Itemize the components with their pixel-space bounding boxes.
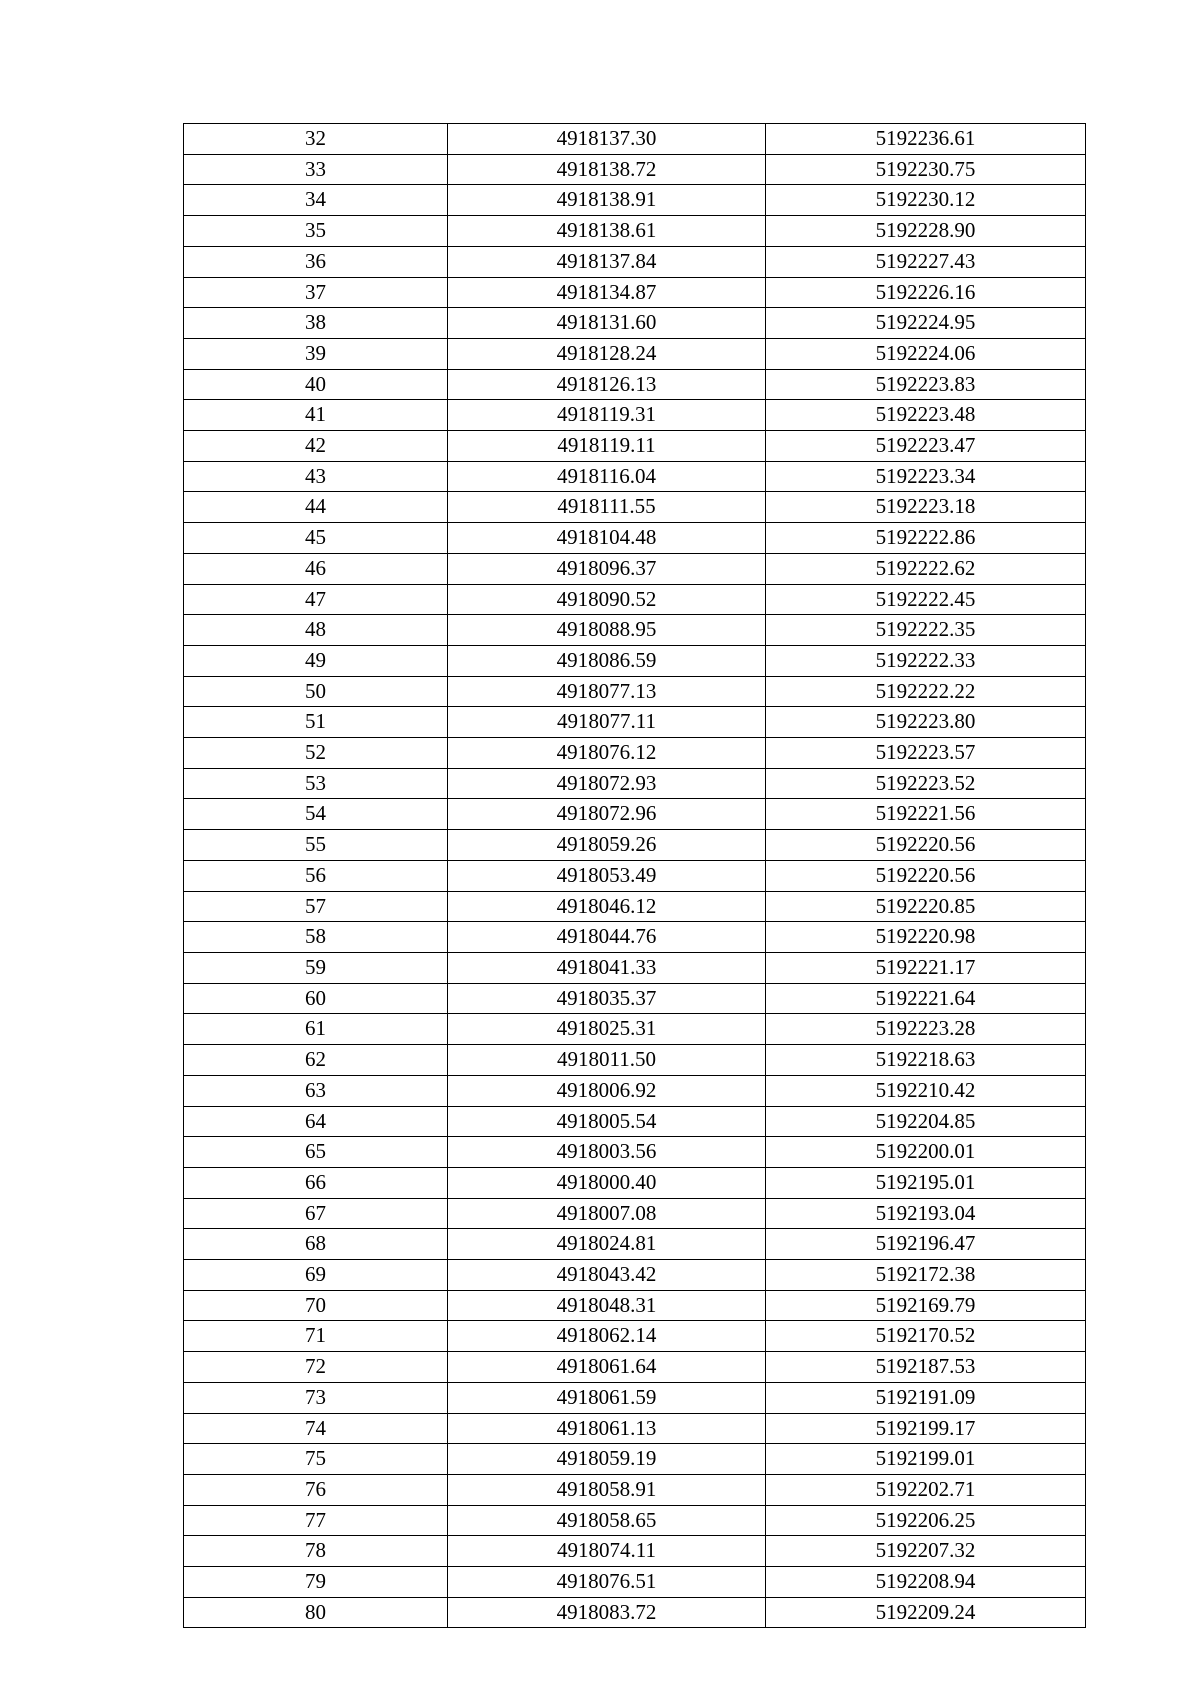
y-coordinate-cell: 5192220.85 bbox=[766, 891, 1086, 922]
x-coordinate-cell: 4918077.13 bbox=[448, 676, 766, 707]
x-coordinate-cell: 4918131.60 bbox=[448, 308, 766, 339]
y-coordinate-cell: 5192222.45 bbox=[766, 584, 1086, 615]
table-row bbox=[184, 1167, 1086, 1198]
table-row bbox=[184, 1260, 1086, 1291]
y-coordinate-cell: 5192169.79 bbox=[766, 1290, 1086, 1321]
table-row bbox=[184, 1413, 1086, 1444]
point-number-cell: 38 bbox=[184, 308, 448, 339]
x-coordinate-cell: 4918061.64 bbox=[448, 1352, 766, 1383]
y-coordinate-cell: 5192223.80 bbox=[766, 707, 1086, 738]
point-number-cell: 55 bbox=[184, 830, 448, 861]
y-coordinate-cell: 5192204.85 bbox=[766, 1106, 1086, 1137]
x-coordinate-cell: 4918116.04 bbox=[448, 461, 766, 492]
y-coordinate-cell: 5192226.16 bbox=[766, 277, 1086, 308]
y-coordinate-cell: 5192200.01 bbox=[766, 1137, 1086, 1168]
y-coordinate-cell: 5192223.34 bbox=[766, 461, 1086, 492]
table-row bbox=[184, 1106, 1086, 1137]
x-coordinate-cell: 4918058.91 bbox=[448, 1474, 766, 1505]
point-number-cell: 49 bbox=[184, 645, 448, 676]
y-coordinate-cell: 5192224.95 bbox=[766, 308, 1086, 339]
table-row bbox=[184, 338, 1086, 369]
y-coordinate-cell: 5192223.18 bbox=[766, 492, 1086, 523]
table-row bbox=[184, 952, 1086, 983]
table-row bbox=[184, 246, 1086, 277]
point-number-cell: 54 bbox=[184, 799, 448, 830]
x-coordinate-cell: 4918058.65 bbox=[448, 1505, 766, 1536]
y-coordinate-cell: 5192230.75 bbox=[766, 154, 1086, 185]
x-coordinate-cell: 4918086.59 bbox=[448, 645, 766, 676]
table-row bbox=[184, 1290, 1086, 1321]
table-row bbox=[184, 431, 1086, 462]
point-number-cell: 67 bbox=[184, 1198, 448, 1229]
point-number-cell: 68 bbox=[184, 1229, 448, 1260]
point-number-cell: 79 bbox=[184, 1567, 448, 1598]
table-row bbox=[184, 154, 1086, 185]
y-coordinate-cell: 5192223.57 bbox=[766, 738, 1086, 769]
table-row bbox=[184, 738, 1086, 769]
point-number-cell: 45 bbox=[184, 523, 448, 554]
x-coordinate-cell: 4918134.87 bbox=[448, 277, 766, 308]
table-row bbox=[184, 983, 1086, 1014]
table-row bbox=[184, 615, 1086, 646]
x-coordinate-cell: 4918059.19 bbox=[448, 1444, 766, 1475]
point-number-cell: 64 bbox=[184, 1106, 448, 1137]
table-row bbox=[184, 400, 1086, 431]
y-coordinate-cell: 5192202.71 bbox=[766, 1474, 1086, 1505]
point-number-cell: 32 bbox=[184, 124, 448, 155]
x-coordinate-cell: 4918072.93 bbox=[448, 768, 766, 799]
table-row bbox=[184, 922, 1086, 953]
point-number-cell: 74 bbox=[184, 1413, 448, 1444]
table-row bbox=[184, 1198, 1086, 1229]
y-coordinate-cell: 5192236.61 bbox=[766, 124, 1086, 155]
x-coordinate-cell: 4918046.12 bbox=[448, 891, 766, 922]
x-coordinate-cell: 4918111.55 bbox=[448, 492, 766, 523]
y-coordinate-cell: 5192222.33 bbox=[766, 645, 1086, 676]
y-coordinate-cell: 5192170.52 bbox=[766, 1321, 1086, 1352]
point-number-cell: 46 bbox=[184, 553, 448, 584]
x-coordinate-cell: 4918077.11 bbox=[448, 707, 766, 738]
point-number-cell: 43 bbox=[184, 461, 448, 492]
table-row bbox=[184, 1474, 1086, 1505]
x-coordinate-cell: 4918006.92 bbox=[448, 1075, 766, 1106]
table-row bbox=[184, 860, 1086, 891]
point-number-cell: 57 bbox=[184, 891, 448, 922]
y-coordinate-cell: 5192220.56 bbox=[766, 860, 1086, 891]
table-row bbox=[184, 1137, 1086, 1168]
point-number-cell: 33 bbox=[184, 154, 448, 185]
x-coordinate-cell: 4918076.51 bbox=[448, 1567, 766, 1598]
point-number-cell: 47 bbox=[184, 584, 448, 615]
x-coordinate-cell: 4918025.31 bbox=[448, 1014, 766, 1045]
table-row bbox=[184, 799, 1086, 830]
table-row bbox=[184, 461, 1086, 492]
point-number-cell: 39 bbox=[184, 338, 448, 369]
x-coordinate-cell: 4918048.31 bbox=[448, 1290, 766, 1321]
table-row bbox=[184, 1352, 1086, 1383]
point-number-cell: 44 bbox=[184, 492, 448, 523]
table-row bbox=[184, 768, 1086, 799]
x-coordinate-cell: 4918074.11 bbox=[448, 1536, 766, 1567]
point-number-cell: 48 bbox=[184, 615, 448, 646]
x-coordinate-cell: 4918059.26 bbox=[448, 830, 766, 861]
x-coordinate-cell: 4918005.54 bbox=[448, 1106, 766, 1137]
x-coordinate-cell: 4918000.40 bbox=[448, 1167, 766, 1198]
point-number-cell: 51 bbox=[184, 707, 448, 738]
point-number-cell: 59 bbox=[184, 952, 448, 983]
y-coordinate-cell: 5192207.32 bbox=[766, 1536, 1086, 1567]
y-coordinate-cell: 5192222.35 bbox=[766, 615, 1086, 646]
point-number-cell: 40 bbox=[184, 369, 448, 400]
table-row bbox=[184, 676, 1086, 707]
y-coordinate-cell: 5192222.86 bbox=[766, 523, 1086, 554]
y-coordinate-cell: 5192220.98 bbox=[766, 922, 1086, 953]
x-coordinate-cell: 4918119.31 bbox=[448, 400, 766, 431]
table-row bbox=[184, 523, 1086, 554]
y-coordinate-cell: 5192222.22 bbox=[766, 676, 1086, 707]
point-number-cell: 52 bbox=[184, 738, 448, 769]
x-coordinate-cell: 4918053.49 bbox=[448, 860, 766, 891]
point-number-cell: 75 bbox=[184, 1444, 448, 1475]
y-coordinate-cell: 5192223.52 bbox=[766, 768, 1086, 799]
table-row bbox=[184, 277, 1086, 308]
table-row bbox=[184, 1597, 1086, 1628]
point-number-cell: 34 bbox=[184, 185, 448, 216]
point-number-cell: 80 bbox=[184, 1597, 448, 1628]
x-coordinate-cell: 4918061.13 bbox=[448, 1413, 766, 1444]
point-number-cell: 35 bbox=[184, 216, 448, 247]
y-coordinate-cell: 5192199.17 bbox=[766, 1413, 1086, 1444]
table-row bbox=[184, 1505, 1086, 1536]
y-coordinate-cell: 5192223.48 bbox=[766, 400, 1086, 431]
y-coordinate-cell: 5192224.06 bbox=[766, 338, 1086, 369]
point-number-cell: 41 bbox=[184, 400, 448, 431]
x-coordinate-cell: 4918035.37 bbox=[448, 983, 766, 1014]
point-number-cell: 72 bbox=[184, 1352, 448, 1383]
x-coordinate-cell: 4918137.30 bbox=[448, 124, 766, 155]
table-row bbox=[184, 308, 1086, 339]
y-coordinate-cell: 5192228.90 bbox=[766, 216, 1086, 247]
table-row bbox=[184, 1014, 1086, 1045]
x-coordinate-cell: 4918041.33 bbox=[448, 952, 766, 983]
table-row bbox=[184, 1536, 1086, 1567]
x-coordinate-cell: 4918088.95 bbox=[448, 615, 766, 646]
table-row bbox=[184, 553, 1086, 584]
x-coordinate-cell: 4918138.72 bbox=[448, 154, 766, 185]
point-number-cell: 76 bbox=[184, 1474, 448, 1505]
y-coordinate-cell: 5192199.01 bbox=[766, 1444, 1086, 1475]
table-row bbox=[184, 891, 1086, 922]
x-coordinate-cell: 4918138.91 bbox=[448, 185, 766, 216]
table-row bbox=[184, 1045, 1086, 1076]
x-coordinate-cell: 4918062.14 bbox=[448, 1321, 766, 1352]
y-coordinate-cell: 5192230.12 bbox=[766, 185, 1086, 216]
point-number-cell: 61 bbox=[184, 1014, 448, 1045]
x-coordinate-cell: 4918024.81 bbox=[448, 1229, 766, 1260]
point-number-cell: 56 bbox=[184, 860, 448, 891]
point-number-cell: 62 bbox=[184, 1045, 448, 1076]
y-coordinate-cell: 5192206.25 bbox=[766, 1505, 1086, 1536]
table-row bbox=[184, 1075, 1086, 1106]
y-coordinate-cell: 5192196.47 bbox=[766, 1229, 1086, 1260]
y-coordinate-cell: 5192208.94 bbox=[766, 1567, 1086, 1598]
x-coordinate-cell: 4918007.08 bbox=[448, 1198, 766, 1229]
y-coordinate-cell: 5192209.24 bbox=[766, 1597, 1086, 1628]
point-number-cell: 71 bbox=[184, 1321, 448, 1352]
point-number-cell: 77 bbox=[184, 1505, 448, 1536]
point-number-cell: 70 bbox=[184, 1290, 448, 1321]
point-number-cell: 66 bbox=[184, 1167, 448, 1198]
y-coordinate-cell: 5192193.04 bbox=[766, 1198, 1086, 1229]
y-coordinate-cell: 5192227.43 bbox=[766, 246, 1086, 277]
table-row bbox=[184, 830, 1086, 861]
point-number-cell: 60 bbox=[184, 983, 448, 1014]
y-coordinate-cell: 5192221.64 bbox=[766, 983, 1086, 1014]
table-row bbox=[184, 369, 1086, 400]
table-row bbox=[184, 216, 1086, 247]
x-coordinate-cell: 4918076.12 bbox=[448, 738, 766, 769]
table-row bbox=[184, 707, 1086, 738]
table-row bbox=[184, 185, 1086, 216]
y-coordinate-cell: 5192210.42 bbox=[766, 1075, 1086, 1106]
x-coordinate-cell: 4918128.24 bbox=[448, 338, 766, 369]
y-coordinate-cell: 5192220.56 bbox=[766, 830, 1086, 861]
x-coordinate-cell: 4918096.37 bbox=[448, 553, 766, 584]
x-coordinate-cell: 4918044.76 bbox=[448, 922, 766, 953]
point-number-cell: 65 bbox=[184, 1137, 448, 1168]
x-coordinate-cell: 4918090.52 bbox=[448, 584, 766, 615]
table-row bbox=[184, 1321, 1086, 1352]
x-coordinate-cell: 4918043.42 bbox=[448, 1260, 766, 1291]
y-coordinate-cell: 5192223.83 bbox=[766, 369, 1086, 400]
y-coordinate-cell: 5192223.28 bbox=[766, 1014, 1086, 1045]
y-coordinate-cell: 5192223.47 bbox=[766, 431, 1086, 462]
table-row bbox=[184, 1382, 1086, 1413]
point-number-cell: 50 bbox=[184, 676, 448, 707]
point-number-cell: 36 bbox=[184, 246, 448, 277]
point-number-cell: 53 bbox=[184, 768, 448, 799]
table-row bbox=[184, 1567, 1086, 1598]
x-coordinate-cell: 4918126.13 bbox=[448, 369, 766, 400]
y-coordinate-cell: 5192218.63 bbox=[766, 1045, 1086, 1076]
point-number-cell: 42 bbox=[184, 431, 448, 462]
y-coordinate-cell: 5192222.62 bbox=[766, 553, 1086, 584]
point-number-cell: 63 bbox=[184, 1075, 448, 1106]
x-coordinate-cell: 4918003.56 bbox=[448, 1137, 766, 1168]
coordinates-table bbox=[183, 123, 1086, 1628]
coordinates-table-body bbox=[184, 124, 1086, 1628]
x-coordinate-cell: 4918061.59 bbox=[448, 1382, 766, 1413]
x-coordinate-cell: 4918104.48 bbox=[448, 523, 766, 554]
table-row bbox=[184, 124, 1086, 155]
table-row bbox=[184, 584, 1086, 615]
x-coordinate-cell: 4918083.72 bbox=[448, 1597, 766, 1628]
point-number-cell: 58 bbox=[184, 922, 448, 953]
y-coordinate-cell: 5192172.38 bbox=[766, 1260, 1086, 1291]
point-number-cell: 37 bbox=[184, 277, 448, 308]
table-row bbox=[184, 645, 1086, 676]
x-coordinate-cell: 4918011.50 bbox=[448, 1045, 766, 1076]
point-number-cell: 78 bbox=[184, 1536, 448, 1567]
x-coordinate-cell: 4918137.84 bbox=[448, 246, 766, 277]
x-coordinate-cell: 4918119.11 bbox=[448, 431, 766, 462]
point-number-cell: 69 bbox=[184, 1260, 448, 1291]
point-number-cell: 73 bbox=[184, 1382, 448, 1413]
y-coordinate-cell: 5192195.01 bbox=[766, 1167, 1086, 1198]
table-row bbox=[184, 1444, 1086, 1475]
y-coordinate-cell: 5192221.56 bbox=[766, 799, 1086, 830]
y-coordinate-cell: 5192221.17 bbox=[766, 952, 1086, 983]
table-row bbox=[184, 1229, 1086, 1260]
x-coordinate-cell: 4918072.96 bbox=[448, 799, 766, 830]
table-row bbox=[184, 492, 1086, 523]
y-coordinate-cell: 5192191.09 bbox=[766, 1382, 1086, 1413]
y-coordinate-cell: 5192187.53 bbox=[766, 1352, 1086, 1383]
x-coordinate-cell: 4918138.61 bbox=[448, 216, 766, 247]
